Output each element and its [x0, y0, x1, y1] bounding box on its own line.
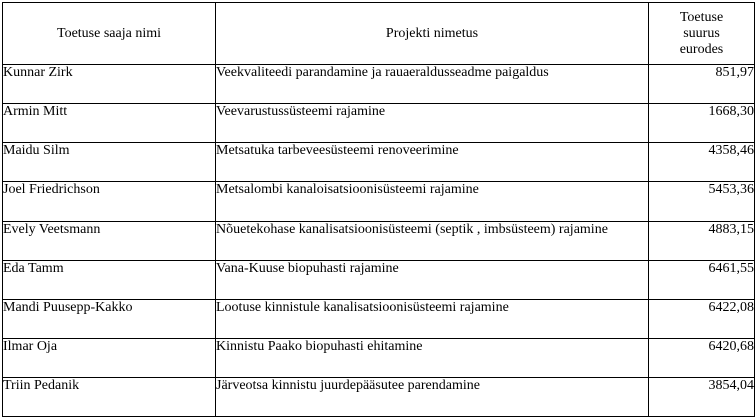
project-cell: Lootuse kinnistule kanalisatsioonisüsteemi rajamine [216, 299, 649, 338]
amount-cell: 4883,15 [649, 221, 755, 260]
amount-cell: 6420,68 [649, 338, 755, 377]
recipient-cell: Armin Mitt [3, 104, 216, 143]
header-project: Projekti nimetus [216, 3, 649, 65]
recipient-cell: Eda Tamm [3, 260, 216, 299]
grants-table [2, 2, 755, 417]
amount-cell: 5453,36 [649, 182, 755, 221]
amount-cell: 4358,46 [649, 143, 755, 182]
project-cell: Metsatuka tarbeveesüsteemi renoveerimine [216, 143, 649, 182]
table-row [3, 338, 755, 377]
project-cell: Veevarustussüsteemi rajamine [216, 104, 649, 143]
project-cell: Kinnistu Paako biopuhasti ehitamine [216, 338, 649, 377]
table-row [3, 377, 755, 416]
amount-cell: 6422,08 [649, 299, 755, 338]
amount-cell: 851,97 [649, 65, 755, 104]
project-cell: Järveotsa kinnistu juurdepääsutee parendamine [216, 377, 649, 416]
project-cell: Vana-Kuuse biopuhasti rajamine [216, 260, 649, 299]
amount-cell: 6461,55 [649, 260, 755, 299]
table-row [3, 182, 755, 221]
amount-cell: 3854,04 [649, 377, 755, 416]
table-row [3, 143, 755, 182]
amount-cell: 1668,30 [649, 104, 755, 143]
table-row [3, 104, 755, 143]
recipient-cell: Joel Friedrichson [3, 182, 216, 221]
header-recipient: Toetuse saaja nimi [3, 3, 216, 65]
recipient-cell: Mandi Puusepp-Kakko [3, 299, 216, 338]
project-cell: Metsalombi kanaloisatsioonisüsteemi rajamine [216, 182, 649, 221]
project-cell: Nõuetekohase kanalisatsioonisüsteemi (septik , imbsüsteem) rajamine [216, 221, 649, 260]
table-row [3, 299, 755, 338]
header-row [3, 3, 755, 65]
table-row [3, 65, 755, 104]
recipient-cell: Maidu Silm [3, 143, 216, 182]
recipient-cell: Evely Veetsmann [3, 221, 216, 260]
recipient-cell: Ilmar Oja [3, 338, 216, 377]
header-amount: Toetuse suurus eurodes [649, 3, 755, 65]
recipient-cell: Triin Pedanik [3, 377, 216, 416]
recipient-cell: Kunnar Zirk [3, 65, 216, 104]
project-cell: Veekvaliteedi parandamine ja rauaeraldusseadme paigaldus [216, 65, 649, 104]
table-row [3, 221, 755, 260]
table-row [3, 260, 755, 299]
